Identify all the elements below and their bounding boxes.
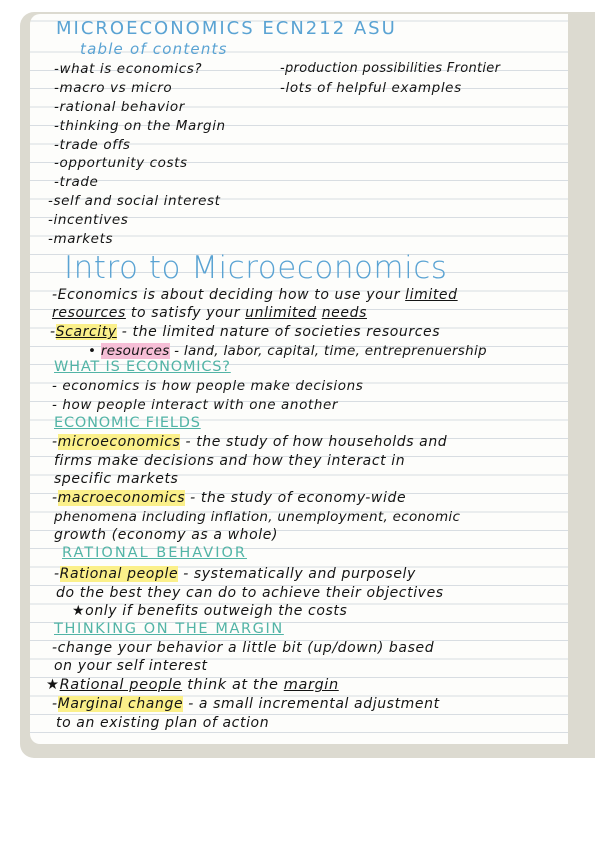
what-is-line-2: - how people interact with one another	[52, 397, 339, 413]
section-heading-intro: Intro to Microeconomics	[64, 250, 448, 286]
margin-line-2: on your self interest	[54, 658, 208, 674]
highlight-term: microeconomics	[57, 434, 181, 450]
margin-rp-line: ★Rational people think at the margin	[46, 677, 339, 693]
highlight-term: Rational people	[59, 566, 179, 582]
toc-item: -self and social interest	[48, 193, 221, 209]
intro-line-1: -Economics is about deciding how to use your limited	[52, 287, 458, 303]
course-title: MICROECONOMICS ECN212 ASU	[56, 18, 397, 39]
resources-line: • resources - land, labor, capital, time, entreprenuership	[88, 343, 487, 359]
margin-line-1: -change your behavior a little bit (up/down) based	[52, 640, 435, 656]
macro-line-3: growth (economy as a whole)	[54, 527, 279, 543]
toc-item: -markets	[48, 231, 114, 247]
star-icon: ★	[46, 677, 60, 693]
intro-line-2: resources to satisfy your unlimited needs	[52, 305, 367, 321]
toc-item: -lots of helpful examples	[280, 80, 462, 96]
toc-item: -trade	[54, 174, 99, 190]
toc-item: -production possibilities Frontier	[280, 61, 501, 76]
toc-item: -what is economics?	[54, 61, 203, 77]
toc-item: -incentives	[48, 212, 129, 228]
section-heading-what-is: WHAT IS ECONOMICS?	[54, 359, 231, 375]
highlight-term: resources	[100, 343, 170, 359]
section-heading-fields: ECONOMIC FIELDS	[54, 415, 201, 431]
macro-line-2: phenomena including inflation, unemployment, economic	[54, 509, 461, 525]
micro-line-3: specific markets	[54, 471, 179, 487]
highlight-term: Marginal change	[57, 696, 184, 712]
toc-item: -thinking on the Margin	[54, 118, 226, 134]
micro-line-1: -microeconomics - the study of how households and	[52, 434, 448, 450]
micro-line-2: firms make decisions and how they interact in	[54, 453, 406, 469]
rational-line-1: -Rational people - systematically and purposely	[54, 566, 416, 582]
macro-line-1: -macroeconomics - the study of economy-wide	[52, 490, 407, 506]
toc-heading: table of contents	[80, 40, 228, 58]
rational-note: ★only if benefits outweigh the costs	[72, 603, 348, 619]
rational-line-2: do the best they can do to achieve their objectives	[56, 585, 444, 601]
marginal-change-line-2: to an existing plan of action	[56, 715, 270, 731]
section-heading-margin: THINKING ON THE MARGIN	[54, 621, 284, 637]
star-icon: ★	[72, 603, 86, 619]
toc-item: -opportunity costs	[54, 155, 188, 171]
highlight-term: Scarcity	[55, 324, 117, 340]
what-is-line-1: - economics is how people make decisions	[52, 378, 364, 394]
toc-item: -trade offs	[54, 137, 131, 153]
toc-item: -rational behavior	[54, 99, 185, 115]
highlight-term: macroeconomics	[57, 490, 186, 506]
toc-item: -macro vs micro	[54, 80, 173, 96]
marginal-change-line-1: -Marginal change - a small incremental adjustment	[52, 696, 440, 712]
scarcity-line: -Scarcity - the limited nature of societies resources	[50, 324, 441, 340]
section-heading-rational: RATIONAL BEHAVIOR	[62, 545, 247, 561]
